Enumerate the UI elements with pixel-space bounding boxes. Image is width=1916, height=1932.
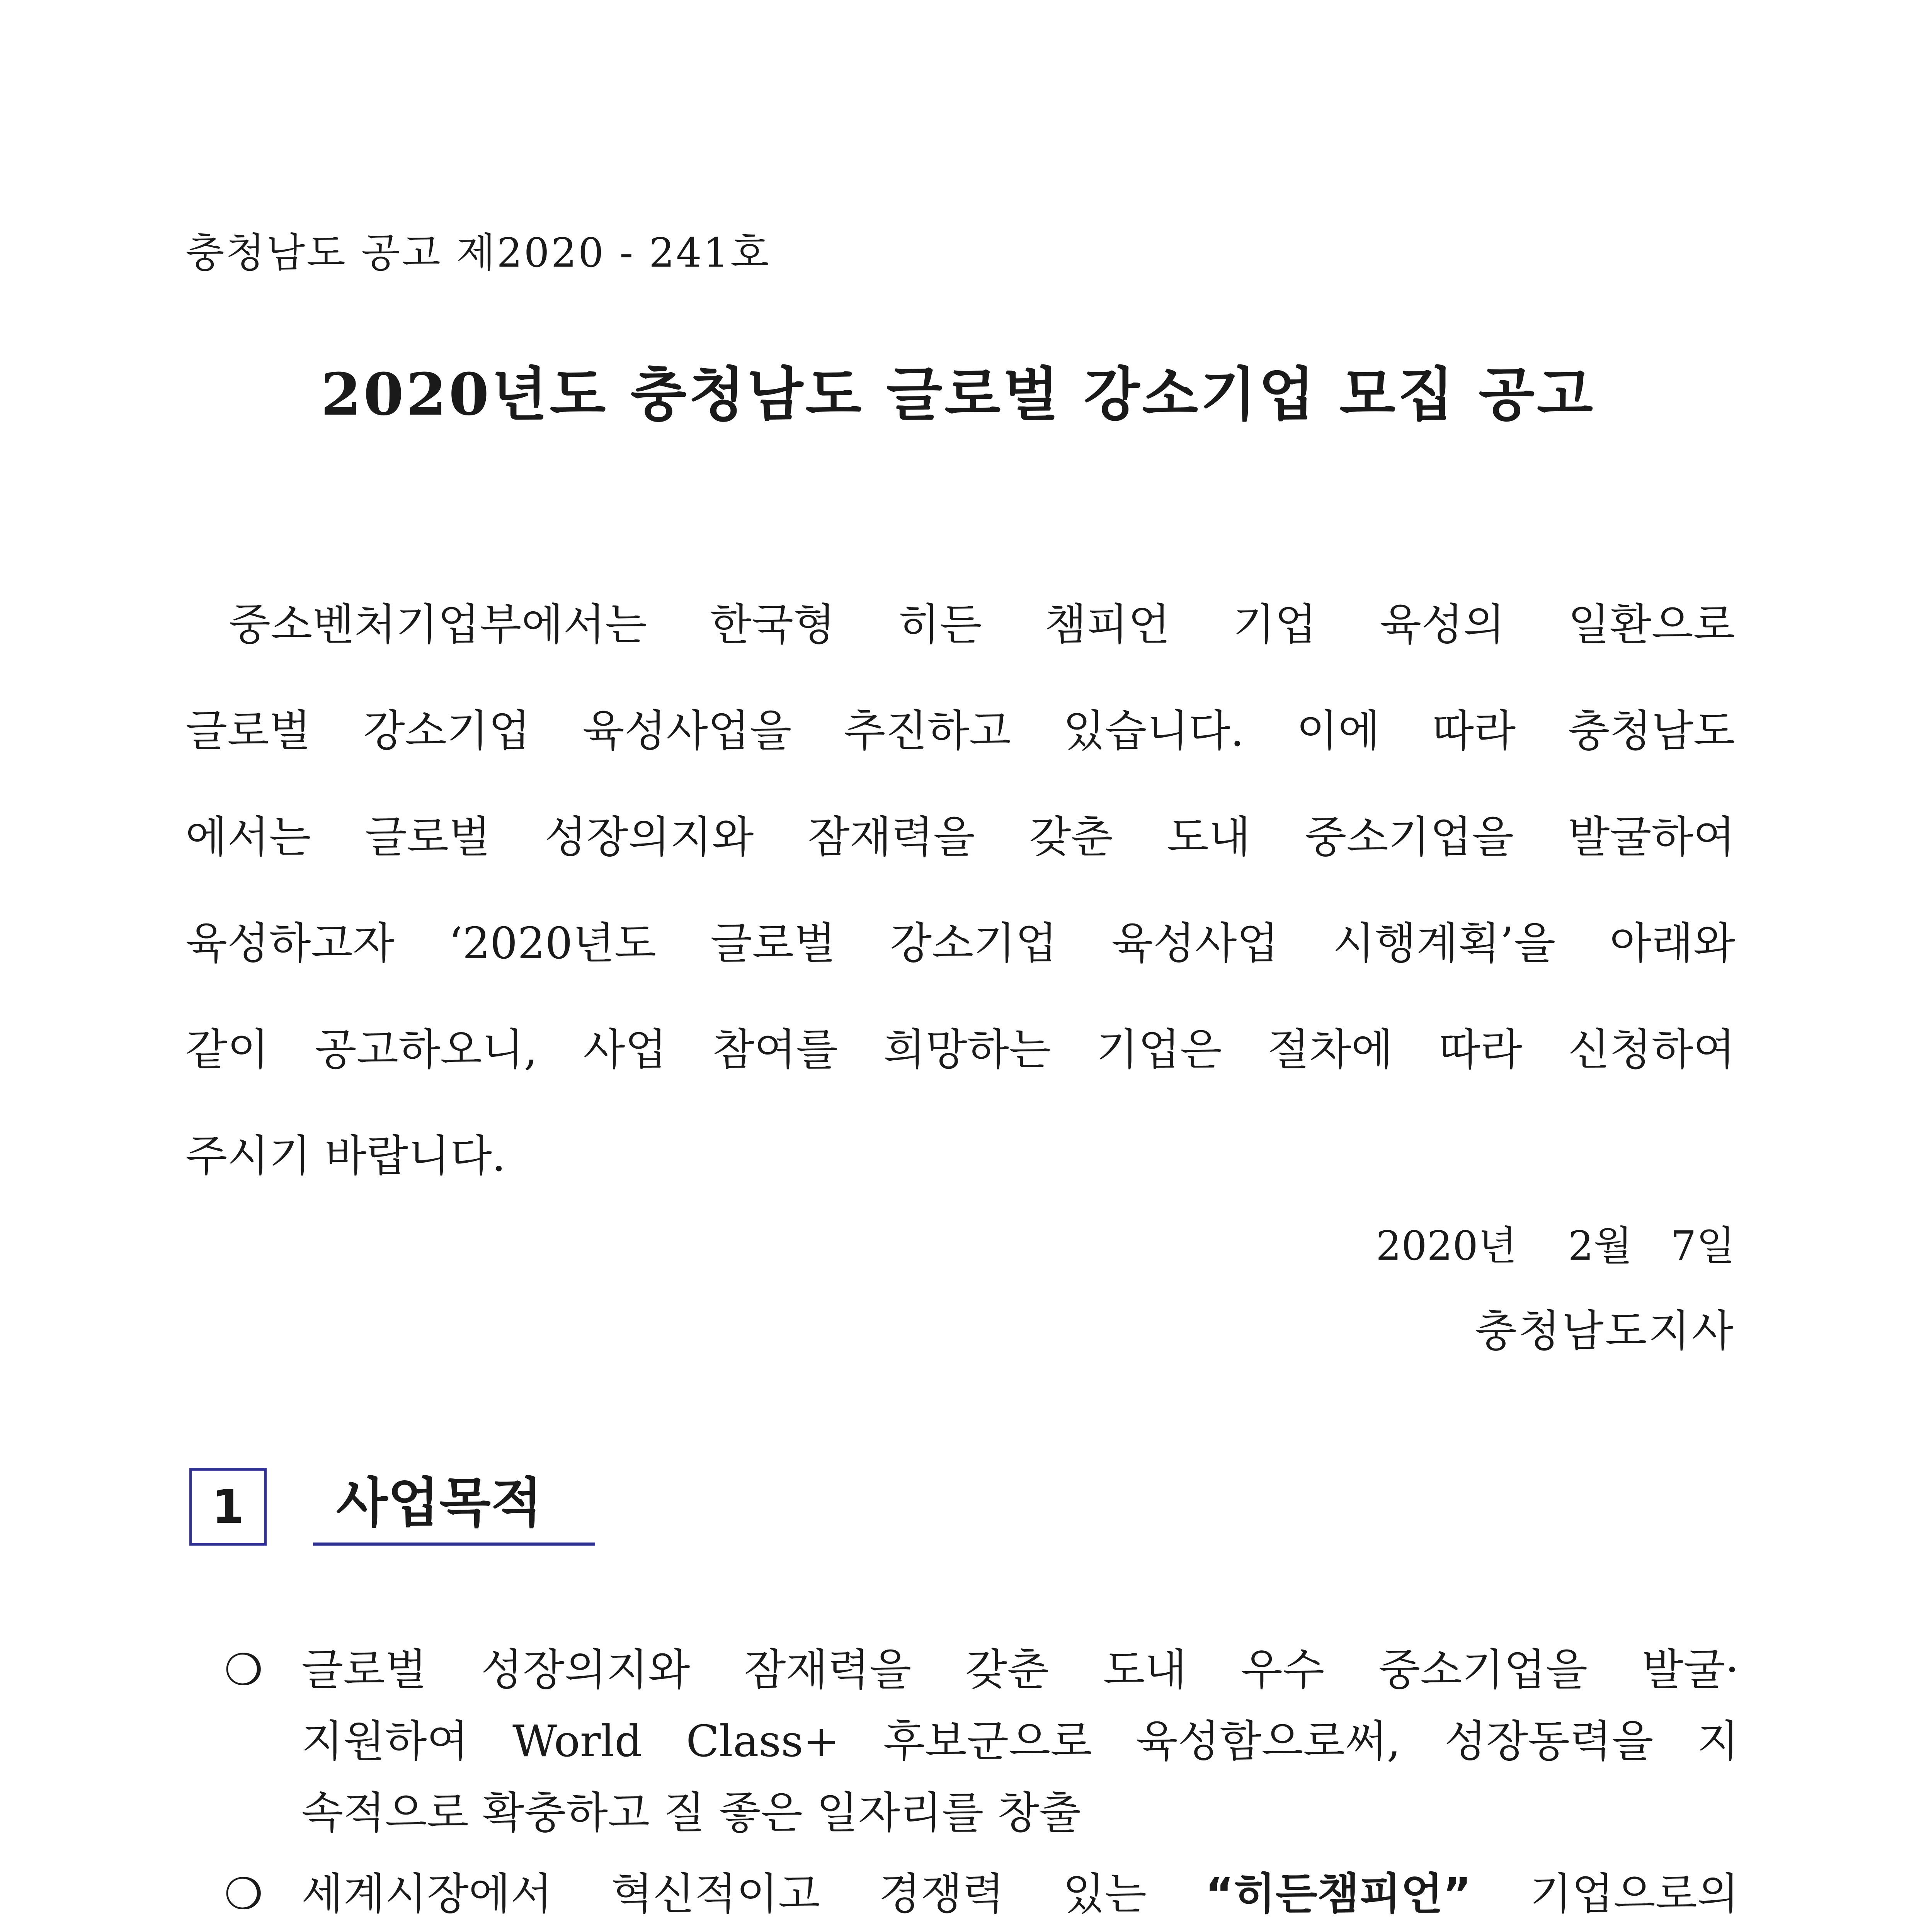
item-line: 속적으로 확충하고 질 좋은 일자리를 창출 (301, 1788, 1081, 1838)
item-text (301, 1859, 1739, 1932)
item-text (301, 1634, 1739, 1849)
issuer-name: 충청남도지사 (1475, 1306, 1735, 1356)
intro-line: 같이 공고하오니, 사업 참여를 희망하는 기업은 절차에 따라 신청하여 (185, 1025, 1735, 1075)
section-1-heading: 사업목적 (313, 1468, 595, 1546)
item-text-segment: 세계시장에서 혁신적이고 경쟁력 있는 (301, 1869, 1205, 1919)
highlight-term: “히든챔피언” (1205, 1869, 1472, 1919)
notice-date: 2020년 2월 7일 (1376, 1222, 1735, 1269)
item-line (301, 1859, 1739, 1930)
circle-bullet-icon: ❍ (224, 1869, 263, 1919)
section-1-number-box: 1 (189, 1468, 267, 1546)
intro-line: 육성하고자 ‘2020년도 글로벌 강소기업 육성사업 시행계획’을 아래와 (185, 918, 1735, 969)
item-text-segment: 기업으로의 (1471, 1869, 1739, 1919)
item-line (301, 1930, 1739, 1932)
document-title: 2020년도 충청남도 글로벌 강소기업 모집 공고 (321, 361, 1595, 429)
intro-line: 에서는 글로벌 성장의지와 잠재력을 갖춘 도내 중소기업을 발굴하여 (185, 812, 1735, 862)
item-line: 지원하여 World Class+ 후보군으로 육성함으로써, 성장동력을 지 (301, 1716, 1739, 1767)
circle-bullet-icon: ❍ (224, 1645, 263, 1695)
intro-line: 글로벌 강소기업 육성사업을 추진하고 있습니다. 이에 따라 충청남도 (185, 706, 1735, 756)
section-1-item-2 (224, 1859, 1739, 1932)
intro-paragraph (185, 572, 1735, 1209)
notice-number: 충청남도 공고 제2020 - 241호 (185, 229, 771, 276)
intro-line: 중소벤처기업부에서는 한국형 히든 챔피언 기업 육성의 일환으로 (229, 600, 1735, 650)
section-1-item-1 (224, 1634, 1739, 1851)
intro-line: 주시기 바랍니다. (185, 1131, 506, 1181)
item-line: 글로벌 성장의지와 잠재력을 갖춘 도내 우수 중소기업을 발굴· (301, 1645, 1739, 1695)
